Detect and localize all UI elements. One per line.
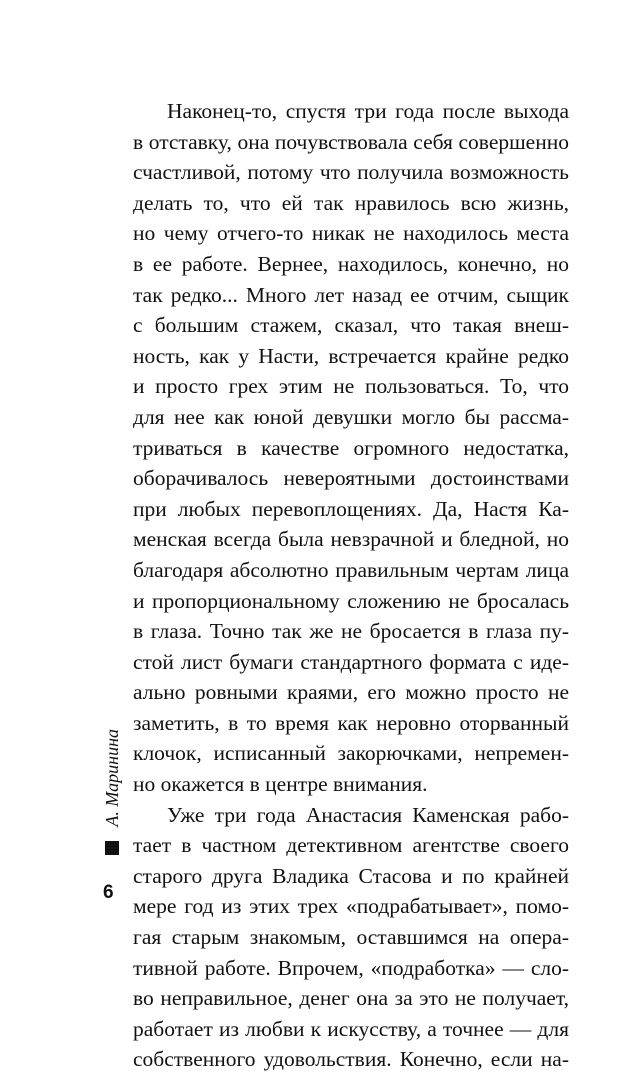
text-line: тает в частном детективном агентстве своего xyxy=(133,833,569,858)
text-line: во неправильное, денег она за это не получает, xyxy=(133,986,569,1011)
text-line: при любых перевоплощениях. Да, Настя Ка- xyxy=(133,496,569,521)
text-line: Наконец-то, спустя три года после выхода xyxy=(167,99,569,123)
text-line: так редко... Много лет назад ее отчим, сыщик xyxy=(133,282,569,307)
text-line: ально ровными краями, его можно просто не xyxy=(133,680,569,705)
running-head xyxy=(94,729,134,855)
text-line: с большим стажем, сказал, что такая внеш- xyxy=(133,313,569,338)
text-line: тивной работе. Впрочем, «подработка» — сло- xyxy=(133,955,569,980)
text-line: менская всегда была невзрачной и бледной, но xyxy=(133,527,569,552)
text-line: в глаза. Точно так же не бросается в глаза пу- xyxy=(133,619,569,644)
text-line: собственного удовольствия. Конечно, если на- xyxy=(133,1047,569,1072)
text-line: стой лист бумаги стандартного формата с иде- xyxy=(133,649,569,674)
text-line: делать то, что ей так нравилось всю жизнь, xyxy=(133,190,569,215)
text-line: но окажется в центре внимания. xyxy=(133,772,428,797)
page-number: 6 xyxy=(103,882,114,903)
text-line: мере год из этих трех «подрабатывает», помо- xyxy=(133,894,569,919)
text-line: и просто грех этим не пользоваться. То, что xyxy=(133,374,569,399)
text-line: для нее как юной девушки могло бы рассма- xyxy=(133,404,569,429)
square-marker-icon xyxy=(105,841,119,855)
text-line: заметить, в то время как неровно оторванный xyxy=(133,710,569,735)
text-line: но чему отчего-то никак не находилось места xyxy=(133,221,569,246)
text-line: гая старым знакомым, оставшимся на опера- xyxy=(133,925,569,950)
text-line: Уже три года Анастасия Каменская рабо- xyxy=(167,802,569,827)
text-line: в ее работе. Вернее, находилось, конечно, но xyxy=(133,251,569,276)
text-line: клочок, исписанный закорючками, непремен- xyxy=(133,741,569,766)
text-line: и пропорциональному сложению не бросалась xyxy=(133,588,569,613)
text-line: счастливой, потому что получила возможность xyxy=(133,160,569,185)
text-line: в отставку, она почувствовала себя совершенно xyxy=(133,129,569,154)
text-line: старого друга Владика Стасова и по крайней xyxy=(133,863,569,888)
body-text xyxy=(133,96,569,1075)
author-name: А. Маринина xyxy=(102,729,122,827)
text-line: работает из любви к искусству, а точнее — для xyxy=(133,1016,569,1041)
text-line: оборачивалось невероятными достоинствами xyxy=(133,466,569,491)
text-line: триваться в качестве огромного недостатка, xyxy=(133,435,569,460)
text-line: ность, как у Насти, встречается крайне редко xyxy=(133,343,569,368)
text-line: благодаря абсолютно правильным чертам лица xyxy=(133,557,569,582)
